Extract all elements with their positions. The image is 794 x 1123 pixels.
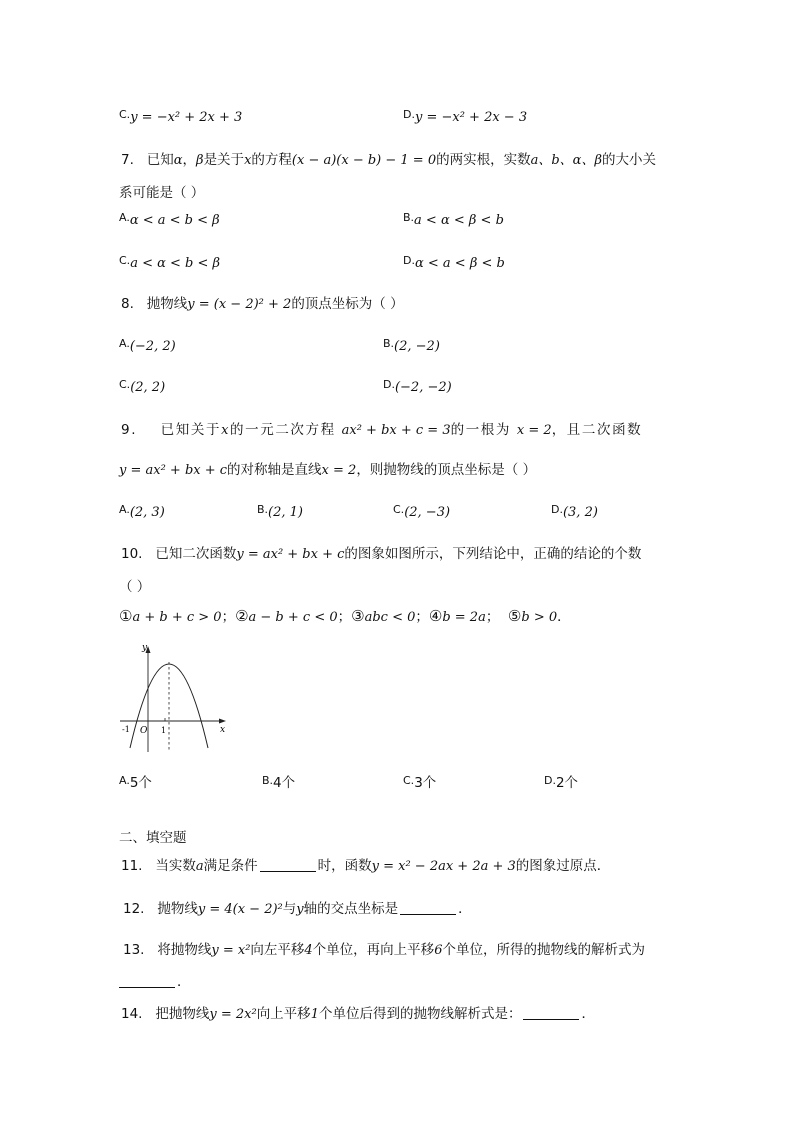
option-text: 4个: [273, 775, 296, 791]
option-label: A.: [119, 211, 130, 224]
math: y = (x − 2)² + 2: [187, 297, 292, 312]
math: y = x²: [211, 943, 251, 958]
option-label: D.: [403, 254, 415, 267]
q13-stem-line2: [119, 970, 191, 990]
q9-option-d[interactable]: [551, 503, 598, 520]
text: 个单位，再向上平移: [312, 942, 435, 958]
text: 向左平移: [250, 942, 305, 958]
period: ．: [458, 901, 472, 917]
option-label: A.: [119, 337, 130, 350]
period: ．: [581, 1006, 595, 1022]
q10-option-c[interactable]: [403, 771, 436, 791]
q10-conclusions: [119, 605, 571, 625]
y-axis-label: y: [142, 643, 148, 653]
q9-option-b[interactable]: [257, 503, 303, 520]
q9-stem-line2: [119, 458, 536, 478]
q8-option-c[interactable]: [119, 378, 165, 395]
question-number: 7.: [121, 152, 134, 168]
conclusion-number: ②: [235, 607, 249, 625]
period: ．: [557, 609, 571, 625]
question-number: 9.: [121, 422, 138, 438]
conclusion-number: ⑤: [507, 607, 522, 625]
option-label: B.: [383, 337, 395, 350]
option-label: C.: [119, 254, 131, 267]
math: x = 2: [516, 423, 552, 438]
question-number: 14.: [121, 1006, 143, 1022]
option-label: D.: [544, 774, 556, 787]
conclusion-number: ①: [119, 607, 133, 625]
tick-label-neg1: -1: [122, 725, 130, 734]
tick-label-1: 1: [161, 726, 167, 735]
text: 的一元二次方程: [230, 422, 336, 438]
option-label: B.: [257, 503, 269, 516]
q10-parabola-graph: [118, 640, 230, 755]
math: y = 2x²: [209, 1007, 257, 1022]
option-label: D.: [403, 108, 415, 121]
text: 与: [282, 901, 297, 917]
question-number: 12.: [123, 901, 145, 917]
option-text: (3, 2): [562, 505, 598, 520]
text: 的一根为: [450, 422, 512, 438]
separator: ；: [221, 609, 236, 625]
text: 满足条件: [203, 858, 258, 874]
option-text: (2, −3): [404, 505, 451, 520]
q7-stem-line1: [121, 148, 656, 168]
text: 的顶点坐标为（ ）: [291, 296, 404, 312]
answer-blank[interactable]: [523, 1007, 579, 1020]
math: 4: [304, 943, 313, 958]
question-number: 11.: [121, 858, 143, 874]
text: 的图象如图所示，下列结论中，正确的结论的个数: [344, 546, 642, 562]
option-text: (−2, 2): [129, 339, 176, 354]
option-text: y = −x² + 2x + 3: [130, 110, 243, 125]
separator: ；: [415, 609, 429, 625]
option-label: B.: [403, 211, 415, 224]
q10-stem-line2: （ ）: [119, 579, 151, 595]
option-text: 2个: [555, 775, 579, 791]
q6-option-c[interactable]: [119, 108, 242, 125]
option-text: (2, 1): [268, 505, 303, 520]
option-text: a < α < β < b: [414, 213, 504, 228]
math: x = 2: [321, 463, 357, 478]
separator: ；: [337, 609, 352, 625]
text: 个单位后得到的抛物线解析式是：: [318, 1006, 522, 1022]
math: β: [196, 153, 204, 168]
text: ，则抛物线的顶点坐标是（ ）: [356, 462, 537, 478]
text: ，: [182, 152, 197, 168]
math: α: [173, 153, 183, 168]
period: ．: [177, 974, 191, 990]
text: 的对称轴是直线: [227, 462, 322, 478]
conclusion-3: abc < 0: [364, 610, 416, 625]
q11-stem: [121, 854, 610, 874]
math: x: [221, 423, 231, 438]
q12-stem: [123, 897, 472, 917]
option-text: y = −x² + 2x − 3: [414, 110, 528, 125]
q10-option-b[interactable]: [262, 771, 295, 791]
text: 向上平移: [256, 1006, 311, 1022]
text: 抛物线: [146, 296, 188, 312]
q7-option-b[interactable]: [403, 211, 504, 228]
conclusion-5: b > 0: [521, 610, 558, 625]
q9-option-c[interactable]: [393, 503, 450, 520]
math: y = ax² + bx + c: [236, 547, 345, 562]
q7-option-c[interactable]: [119, 254, 220, 271]
q8-option-d[interactable]: [383, 378, 452, 395]
x-axis-arrow: [219, 719, 226, 724]
question-number: 10.: [121, 546, 143, 562]
text: 时，函数: [317, 858, 372, 874]
text: ，且二次函数: [551, 422, 643, 438]
q9-stem-line1: [121, 418, 642, 438]
q8-option-a[interactable]: [119, 337, 176, 354]
text: 将抛物线: [157, 942, 212, 958]
q13-stem-line1: [123, 938, 645, 958]
text: 的图象过原点．: [515, 858, 611, 874]
option-text: α < a < b < β: [129, 213, 220, 228]
origin-label: O: [140, 726, 148, 736]
section-title: 二、填空题: [119, 830, 187, 846]
q6-option-d[interactable]: [403, 108, 527, 125]
math: y: [296, 902, 304, 917]
math: 1: [310, 1007, 319, 1022]
math: y = 4(x − 2)²: [197, 902, 283, 917]
option-label: A.: [119, 503, 130, 516]
text: 当实数: [155, 858, 196, 874]
q10-stem-line1: [121, 542, 641, 562]
math: x: [244, 153, 252, 168]
option-text: (−2, −2): [394, 380, 452, 395]
math: ax² + bx + c = 3: [341, 423, 451, 438]
q9-option-a[interactable]: [119, 503, 165, 520]
text: 抛物线: [157, 901, 198, 917]
question-number: 8.: [121, 296, 134, 312]
question-number: 13.: [123, 942, 145, 958]
option-label: B.: [262, 774, 274, 787]
text: 的两实根，实数: [436, 152, 531, 168]
math: a、b、α、β: [530, 153, 602, 168]
conclusion-number: ④: [428, 607, 443, 625]
math: a: [195, 859, 204, 874]
math: y = x² − 2ax + 2a + 3: [371, 859, 516, 874]
text: 的大小关: [601, 152, 656, 168]
q7-stem-line2: 系可能是（ ）: [119, 185, 205, 201]
text: 已知: [146, 152, 174, 168]
option-label: D.: [383, 378, 395, 391]
option-text: (2, 3): [129, 505, 165, 520]
math: y = ax² + bx + c: [119, 463, 228, 478]
text: 的方程: [251, 152, 292, 168]
q14-stem: [121, 1002, 595, 1022]
option-label: C.: [119, 378, 131, 391]
q10-option-a[interactable]: [119, 771, 152, 791]
answer-blank[interactable]: [260, 859, 316, 872]
separator: ；: [485, 609, 500, 625]
q7-option-a[interactable]: [119, 211, 220, 228]
text: 是关于: [203, 152, 245, 168]
text: 把抛物线: [155, 1006, 210, 1022]
conclusion-1: a + b + c > 0: [132, 610, 222, 625]
conclusion-4: b = 2a: [442, 610, 486, 625]
q8-stem: [121, 292, 404, 312]
math: (x − a)(x − b) − 1 = 0: [291, 153, 437, 168]
math: 6: [434, 943, 443, 958]
x-axis-label: x: [220, 725, 226, 735]
option-label: C.: [403, 774, 415, 787]
option-text: α < a < β < b: [414, 256, 505, 271]
option-text: (2, −2): [394, 339, 440, 354]
q8-option-b[interactable]: [383, 337, 440, 354]
option-text: 5个: [129, 775, 152, 791]
answer-blank[interactable]: [119, 975, 175, 988]
text: 轴的交点坐标是: [303, 901, 399, 917]
conclusion-number: ③: [351, 607, 365, 625]
conclusion-2: a − b + c < 0: [248, 610, 338, 625]
option-text: (2, 2): [130, 380, 166, 395]
text: 个单位，所得的抛物线的解析式为: [442, 942, 645, 958]
option-label: D.: [551, 503, 563, 516]
q7-option-d[interactable]: [403, 254, 505, 271]
option-label: C.: [119, 108, 131, 121]
option-label: C.: [393, 503, 405, 516]
text: 已知二次函数: [155, 546, 237, 562]
q10-option-d[interactable]: [544, 771, 578, 791]
option-text: a < α < b < β: [130, 256, 221, 271]
text: 已知关于: [160, 422, 222, 438]
option-text: 3个: [414, 775, 437, 791]
option-label: A.: [119, 774, 130, 787]
answer-blank[interactable]: [400, 902, 456, 915]
